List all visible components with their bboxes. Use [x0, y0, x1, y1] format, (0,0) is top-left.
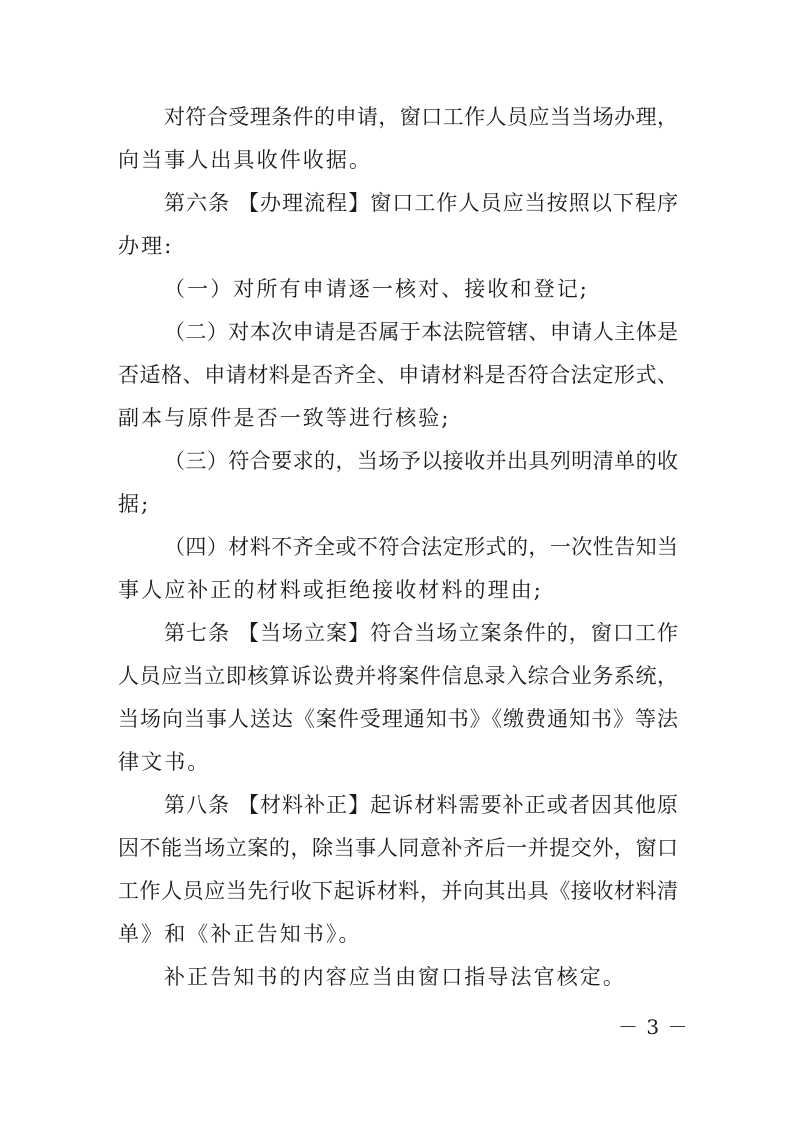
- text-line-10: 据;: [118, 492, 151, 516]
- text-line-11: （四）材料不齐全或不符合法定形式的，一次性告知当: [164, 535, 678, 559]
- text-line-12: 事人应补正的材料或拒绝接收材料的理由;: [118, 578, 543, 602]
- text-line-19: 工作人员应当先行收下起诉材料，并向其出具《接收材料清: [118, 879, 678, 903]
- text-line-16: 律文书。: [118, 750, 211, 774]
- text-line-7: 否适格、申请材料是否齐全、申请材料是否符合法定形式、: [118, 363, 678, 387]
- text-line-4: 办理:: [118, 234, 174, 258]
- text-line-8: 副本与原件是否一致等进行核验;: [118, 406, 451, 430]
- text-line-17: 第八条 【材料补正】起诉材料需要补正或者因其他原: [164, 793, 678, 817]
- text-line-13: 第七条 【当场立案】符合当场立案条件的，窗口工作: [164, 621, 678, 645]
- text-line-9: （三）符合要求的，当场予以接收并出具列明清单的收: [164, 449, 678, 473]
- text-line-5: （一）对所有申请逐一核对、接收和登记;: [164, 277, 589, 301]
- text-line-1: 对符合受理条件的申请，窗口工作人员应当当场办理，: [164, 105, 678, 129]
- page-number: － 3 －: [618, 1015, 689, 1039]
- text-line-14: 人员应当立即核算诉讼费并将案件信息录入综合业务系统，: [118, 664, 678, 688]
- text-line-20: 单》和《补正告知书》。: [118, 922, 362, 946]
- text-line-21: 补正告知书的内容应当由窗口指导法官核定。: [164, 965, 626, 989]
- text-line-18: 因不能当场立案的，除当事人同意补齐后一并提交外，窗口: [118, 836, 678, 860]
- text-line-6: （二）对本次申请是否属于本法院管辖、申请人主体是: [164, 320, 678, 344]
- text-line-15: 当场向当事人送达《案件受理通知书》《缴费通知书》等法: [118, 707, 678, 731]
- text-line-2: 向当事人出具收件收据。: [118, 148, 373, 172]
- text-line-3: 第六条 【办理流程】窗口工作人员应当按照以下程序: [164, 191, 678, 215]
